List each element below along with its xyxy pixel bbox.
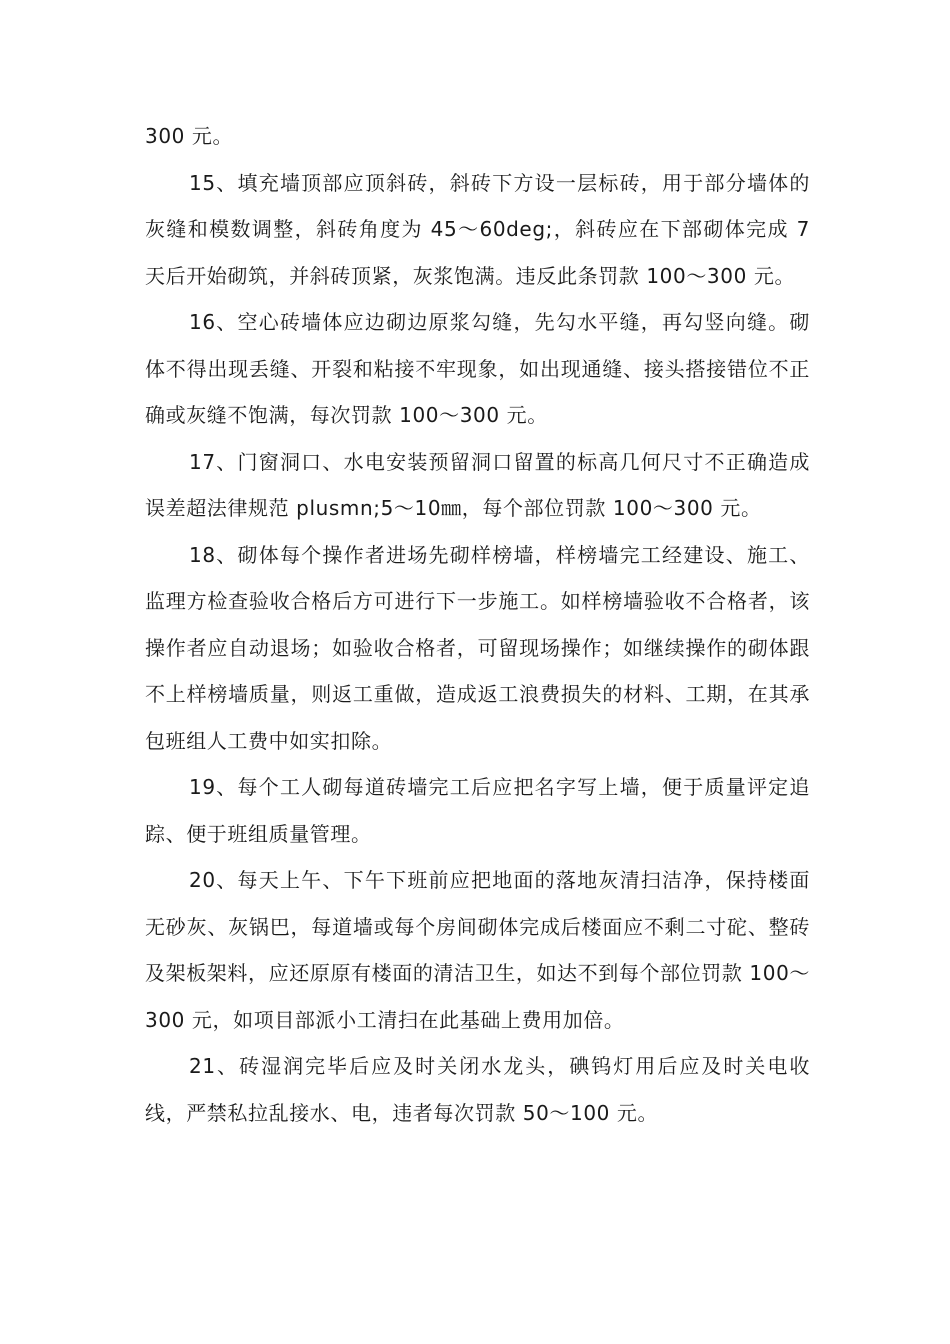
paragraph-item-17: 17、门窗洞口、水电安装预留洞口留置的标高几何尺寸不正确造成误差超法律规范 plusmn;5～10㎜，每个部位罚款 100～300 元。 — [145, 449, 810, 520]
paragraph-item-19: 19、每个工人砌每道砖墙完工后应把名字写上墙，便于质量评定追踪、便于班组质量管理。 — [145, 775, 810, 846]
paragraph-item-16: 16、空心砖墙体应边砌边原浆勾缝，先勾水平缝，再勾竖向缝。砌体不得出现丢缝、开裂和粘接不牢现象，如出现通缝、接头搭接错位不正确或灰缝不饱满，每次罚款 100～300 元。 — [145, 310, 810, 427]
paragraph-item-20: 20、每天上午、下午下班前应把地面的落地灰清扫洁净，保持楼面无砂灰、灰锅巴，每道墙或每个房间砌体完成后楼面应不剩二寸砣、整砖及架板架料，应还原原有楼面的清洁卫生，如达不到每个部位罚款 100～300 元，如项目部派小工清扫在此基础上费用加倍。 — [145, 868, 810, 1032]
paragraph-item-18: 18、砌体每个操作者进场先砌样榜墙，样榜墙完工经建设、施工、监理方检查验收合格后方可进行下一步施工。如样榜墙验收不合格者，该操作者应自动退场；如验收合格者，可留现场操作；如继续操作的砌体跟不上样榜墙质量，则返工重做，造成返工浪费损失的材料、工期，在其承包班组人工费中如实扣除。 — [145, 542, 810, 753]
paragraph-item-15: 15、填充墙顶部应顶斜砖，斜砖下方设一层标砖，用于部分墙体的灰缝和模数调整，斜砖角度为 45～60deg;，斜砖应在下部砌体完成 7 天后开始砌筑，并斜砖顶紧，灰浆饱满。违反此条罚款 100～300 元。 — [145, 170, 810, 288]
paragraph-continuation: 300 元。 — [145, 124, 234, 148]
document-body — [145, 113, 810, 1136]
paragraph-item-21: 21、砖湿润完毕后应及时关闭水龙头，碘钨灯用后应及时关电收线，严禁私拉乱接水、电，违者每次罚款 50～100 元。 — [145, 1054, 810, 1125]
